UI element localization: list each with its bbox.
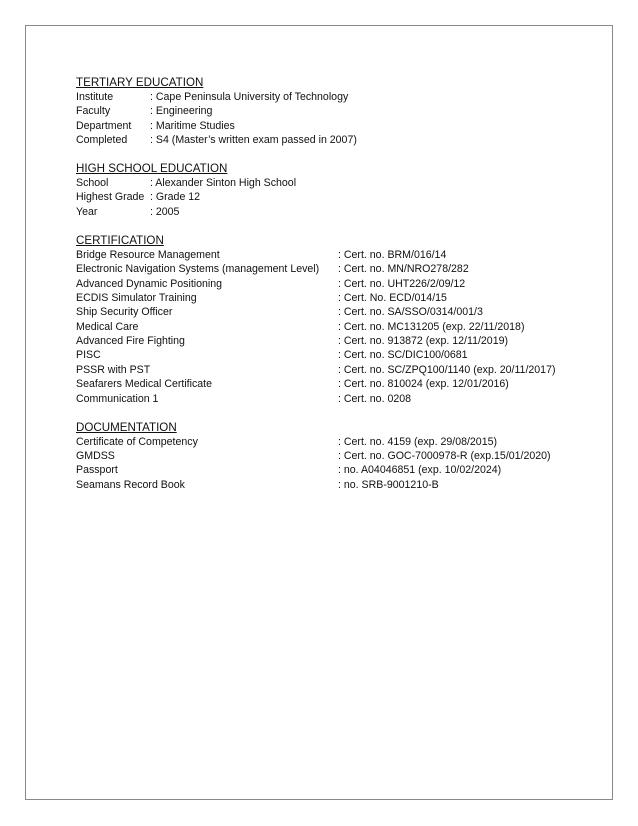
documentation-section [76,420,596,493]
certification-row [76,334,596,348]
field-label: Completed [76,134,128,147]
certification-row [76,392,596,406]
document-number: : no. SRB-9001210-B [338,478,439,491]
field-label: School [76,177,109,190]
certification-row [76,320,596,334]
high-school-education-heading: HIGH SCHOOL EDUCATION [76,162,228,176]
certification-heading: CERTIFICATION [76,233,164,247]
field-label: Institute [76,91,114,103]
document-number: : Cert. no. 4159 (exp. 29/08/2015) [338,435,498,448]
high-school-education-section [76,161,596,219]
certificate-number: : Cert. no. MN/NRO278/282 [338,263,469,276]
certification-row [76,262,596,276]
certificate-number: : Cert. no. SC/DIC100/0681 [338,349,468,362]
tertiary-row-completed [76,133,596,147]
tertiary-row-department [76,119,596,133]
field-value: : Cape Peninsula University of Technology [150,91,349,103]
certificate-name: Bridge Resource Management [76,248,220,261]
tertiary-education-heading: TERTIARY EDUCATION [76,76,204,89]
document-name: Certificate of Competency [76,435,198,448]
certificate-number: : Cert. no. 913872 (exp. 12/11/2019) [338,335,509,348]
field-value: : S4 (Master’s written exam passed in 2007) [150,134,357,147]
certificate-name: PISC [76,349,101,362]
certificate-name: Ship Security Officer [76,306,173,319]
tertiary-education-section [76,75,596,148]
document-name: Seamans Record Book [76,478,185,491]
field-value: : Grade 12 [150,191,201,204]
documentation-row [76,478,596,492]
certificate-name: Seafarers Medical Certificate [76,378,213,391]
documentation-row [76,449,596,463]
certificate-name: Communication 1 [76,392,159,405]
certification-row [76,348,596,362]
document-name: Passport [76,464,118,477]
documentation-row [76,463,596,477]
certification-section [76,233,596,406]
field-value: : 2005 [150,205,180,218]
document-content [76,75,596,506]
field-value: : Alexander Sinton High School [150,177,297,190]
certificate-name: Medical Care [76,320,139,333]
document-number: : no. A04046851 (exp. 10/02/2024) [338,464,502,477]
tertiary-row-faculty [76,104,596,118]
field-label: Highest Grade [76,191,145,204]
field-value: : Engineering [150,105,213,118]
highschool-row-highest-grade [76,190,596,204]
document-page [25,25,613,800]
documentation-row [76,435,596,449]
tertiary-row-institute [76,90,596,104]
certificate-name: PSSR with PST [76,363,151,376]
certification-row [76,377,596,391]
certificate-name: ECDIS Simulator Training [76,291,197,304]
certificate-number: : Cert. no. UHT226/2/09/12 [338,277,466,290]
field-value: : Maritime Studies [150,119,235,132]
certificate-name: Electronic Navigation Systems (management Level) [76,263,320,276]
certification-row [76,305,596,319]
certificate-number: : Cert. no. 810024 (exp. 12/01/2016) [338,378,509,391]
document-name: GMDSS [76,449,115,462]
certification-row [76,291,596,305]
certificate-name: Advanced Fire Fighting [76,335,185,348]
field-label: Year [76,205,98,218]
certificate-number: : Cert. no. MC131205 (exp. 22/11/2018) [338,320,525,333]
certificate-number: : Cert. No. ECD/014/15 [338,291,447,304]
certification-row [76,277,596,291]
field-label: Department [76,119,132,132]
certification-row [76,363,596,377]
field-label: Faculty [76,105,111,118]
highschool-row-year [76,205,596,219]
certificate-number: : Cert. no. SA/SSO/0314/001/3 [338,306,483,319]
certificate-name: Advanced Dynamic Positioning [76,277,223,290]
certificate-number: : Cert. no. 0208 [338,392,412,405]
documentation-heading: DOCUMENTATION [76,420,177,434]
certificate-number: : Cert. no. BRM/016/14 [338,248,447,261]
document-number: : Cert. no. GOC-7000978-R (exp.15/01/2020) [338,449,551,462]
highschool-row-school [76,176,596,190]
certificate-number: : Cert. no. SC/ZPQ100/1140 (exp. 20/11/2017) [338,363,556,376]
certification-row [76,248,596,262]
